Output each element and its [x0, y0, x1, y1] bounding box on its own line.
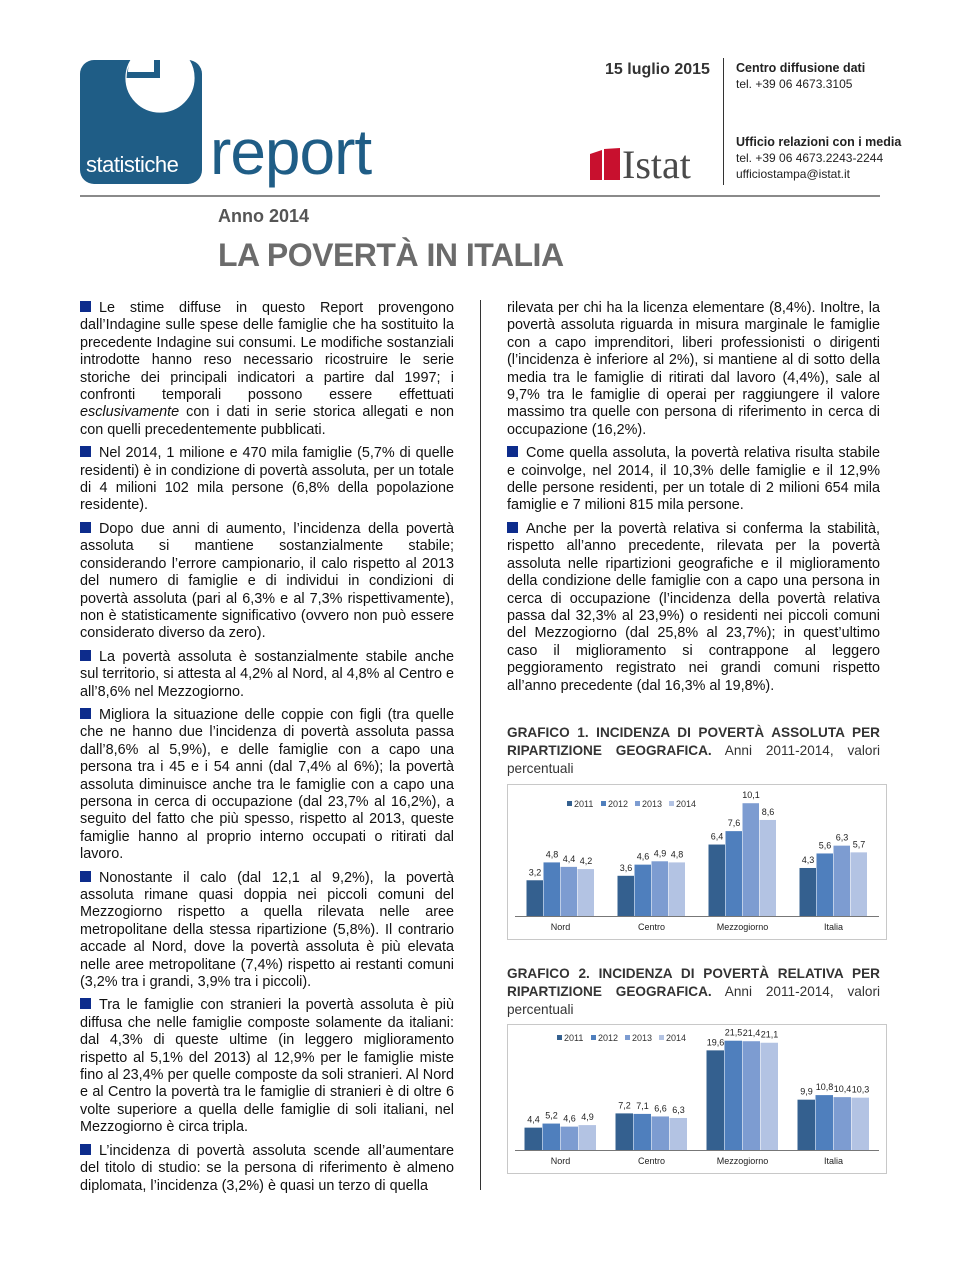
bar — [616, 1113, 634, 1150]
paragraph-text: rilevata per chi ha la licenza elementare (8,4%). Inoltre, la povertà assoluta riguarda in misura marginale le famiglie con a capo imprenditori, liberi professionisti o dirigenti (l’incidenza è inferiore al 2%), si mantiene al di sotto della media tra le famiglie di ritirati dal lavoro (4,4%), sale al 9,7% tra le famiglie di operai per raggiungere il valore massimo tra quelle con persona di riferimento in cerca di occupazione (16,2%). — [507, 300, 880, 438]
bullet-square-icon — [507, 446, 518, 457]
bar — [652, 1116, 670, 1150]
bar — [851, 852, 868, 916]
header-divider — [723, 58, 724, 185]
legend-label: 2014 — [676, 799, 697, 809]
data-label: 7,2 — [618, 1100, 631, 1111]
data-label: 7,1 — [636, 1100, 649, 1111]
data-label: 3,6 — [619, 862, 633, 873]
category-label: Nord — [550, 1156, 571, 1166]
contact-data-center — [736, 60, 865, 92]
bar — [725, 1041, 743, 1150]
column-divider — [480, 300, 481, 1190]
bar — [743, 803, 760, 916]
bar — [798, 1100, 816, 1150]
bullet-square-icon — [80, 1144, 91, 1155]
data-label: 8,6 — [761, 806, 775, 817]
bullet-square-icon — [80, 998, 91, 1009]
paragraph — [80, 997, 454, 1136]
pie-chart-icon — [80, 60, 202, 152]
paragraph — [80, 707, 454, 864]
category-label: Italia — [823, 1156, 844, 1166]
bar — [543, 1124, 561, 1150]
istat-logo-icon — [590, 148, 622, 182]
data-label: 10,1 — [742, 790, 760, 801]
chart1-bar-chart — [507, 784, 887, 940]
legend-swatch — [669, 801, 674, 806]
paragraph — [80, 870, 454, 992]
bar — [579, 1125, 597, 1150]
paragraph — [507, 445, 880, 515]
bar — [561, 1127, 579, 1150]
bar — [800, 868, 817, 916]
bullet-square-icon — [507, 522, 518, 533]
paragraph — [507, 521, 880, 695]
paragraph-text: Migliora la situazione delle coppie con figli (tra quelle che ne hanno due l’incidenza di povertà assoluta passa dall’8,6% al 5,9%), e delle famiglie con a capo una persona tra i 45 e i 54 anni (dal 7,4% al 6%); la povertà assoluta diminuisce anche tra le famiglie con a capo una persona in cerca di occupazione (dal 23,7% al 16,2%), a seguito del fatto che più spesso, rispetto al 2013, queste famiglie hanno al proprio interno occupati o ritirati dal lavoro. — [80, 706, 454, 863]
report-wordmark: report — [210, 116, 372, 188]
bar — [544, 862, 561, 916]
bar — [761, 1043, 779, 1150]
bar — [669, 862, 686, 916]
data-label: 7,6 — [727, 818, 741, 829]
paragraph-text: L’incidenza di povertà assoluta scende all’aumentare del titolo di studio: se la persona di riferimento è almeno diplomata, l’incidenza (3,2%) è quasi un terzo di quella — [80, 1142, 454, 1194]
bar — [652, 861, 669, 916]
header-rule — [80, 195, 880, 197]
data-label: 4,8 — [545, 849, 559, 860]
data-label: 19,6 — [706, 1037, 725, 1048]
bullet-square-icon — [80, 650, 91, 661]
bar — [760, 820, 777, 916]
data-label: 6,3 — [672, 1104, 685, 1115]
data-label: 21,5 — [724, 1027, 743, 1038]
data-label: 4,2 — [579, 856, 593, 867]
paragraph-text: La povertà assoluta è sostanzialmente stabile anche sul territorio, si attesta al 4,2% al Nord, al 4,8% al Centro e all’8,6% nel Mezzogiorno. — [80, 648, 454, 700]
data-label: 4,9 — [581, 1112, 594, 1123]
bar — [816, 1095, 834, 1150]
data-label: 10,8 — [815, 1082, 834, 1093]
legend-label: 2012 — [608, 799, 629, 809]
data-label: 4,8 — [670, 849, 684, 860]
emphasis-text: esclusivamente — [80, 404, 180, 421]
contact-phone: tel. +39 06 4673.2243-2244 — [736, 151, 884, 165]
logo-word: statistiche — [86, 152, 179, 177]
data-label: 5,6 — [818, 840, 832, 851]
bar — [852, 1098, 870, 1150]
category-label: Mezzogiorno — [716, 922, 769, 932]
page-title: LA POVERTÀ IN ITALIA — [218, 237, 564, 273]
paragraph-text: Le stime diffuse in questo Report provengono dall’Indagine sulle spese delle famiglie che ha sostituito la precedente Indagine sui consumi. Le modifiche sostanziali introdotte hanno reso necessario ricostruire le serie storiche dei principali indicatori a partire dal 1997; i confronti temporali possono essere effettuati — [80, 300, 454, 404]
paragraph-text: Tra le famiglie con stranieri la povertà assoluta è più diffusa che nelle famiglie composte solamente da italiani: dal 4,3% di queste ultime (in leggero miglioramento rispetto al 5,1% del 2013) al 12,9% per le famiglie miste fino al 23,4% per quelle composte da soli stranieri. Al Nord e al Centro la povertà tra le famiglie di stranieri è di oltre 6 volte superiore a quella delle famiglie di soli italiani, nel Mezzogiorno è circa tripla. — [80, 997, 454, 1136]
paragraph — [80, 1143, 454, 1195]
chart-title-rest: Anni 2011-2014, valori percentuali — [507, 984, 880, 1017]
data-label: 9,9 — [800, 1086, 813, 1097]
paragraph-text: Anche per la povertà relativa si conferma la stabilità, rispetto all’anno precedente, rilevata per la povertà assoluta nelle ripartizioni geografiche e il miglioramento della condizione delle famiglie con a capo una persona in cerca di occupazione (l’incidenza della povertà relativa passa dal 32,3% al 23,9%) o residenti nei piccoli comuni del Mezzogiorno (dal 25,8% al 23,7%); in quest’ultimo caso il miglioramento si contrappone al leggero peggioramento registrato nei grandi comuni rispetto all’anno precedente (dal 16,3% al 19,8%). — [507, 520, 880, 694]
statistiche-logo — [80, 60, 202, 184]
data-label: 4,9 — [653, 848, 667, 859]
legend-label: 2011 — [574, 799, 594, 809]
contact-title: Centro diffusione dati — [736, 61, 866, 75]
paragraph-text: con i dati in serie storica allegati e non con quelli precedentemente pubblicati. — [80, 404, 454, 438]
paragraph-text: Dopo due anni di aumento, l’incidenza della povertà assoluta si mantiene sostanzialmente stabile; considerando l’errore campionario, il calo rispetto al 2013 del numero di famiglie e di individui in condizioni di povertà assoluta (pari al 6,3% e al 7,3% rispettivamente), non è statisticamente significativo (ovvero non può essere considerato diverso da zero). — [80, 520, 454, 642]
data-label: 10,4 — [833, 1084, 852, 1095]
paragraph-text: Come quella assoluta, la povertà relativa risulta stabile e coinvolge, nel 2014, il 10,3% delle famiglie e il 12,9% delle persone residenti, per un totale di 2 milioni 654 mila famiglie e 7 milioni 815 mila persone. — [507, 445, 880, 514]
data-label: 10,3 — [851, 1084, 870, 1095]
bar — [670, 1118, 688, 1150]
contact-media-office — [736, 134, 901, 182]
data-label: 6,3 — [835, 832, 849, 843]
paragraph — [80, 445, 454, 515]
paragraph-text: Nonostante il calo (dal 12,1 al 9,2%), la povertà assoluta rimane quasi doppia nei piccoli comuni del Mezzogiorno rispetto a quella rilevata nelle aree metropolitane della stessa ripartizione (5,8%). Il contrario accade al Nord, dove la povertà assoluta è più elevata nelle aree metropolitane (7,4%) rispetto ai restanti comuni (3,2% tra i grandi, 3,9% tra i piccoli). — [80, 869, 454, 991]
paragraph — [507, 300, 880, 439]
bar — [618, 876, 635, 916]
data-label: 6,6 — [654, 1103, 667, 1114]
chart1-title — [507, 724, 880, 778]
bullet-square-icon — [80, 708, 91, 719]
chart2-bar-chart — [507, 1024, 887, 1174]
data-label: 3,2 — [528, 867, 542, 878]
legend-swatch — [659, 1035, 664, 1040]
chart-title-bold: GRAFICO 1. INCIDENZA DI POVERTÀ ASSOLUTA PER RIPARTIZIONE GEOGRAFICA. — [507, 725, 880, 758]
bar — [817, 853, 834, 916]
istat-brand: Istat — [622, 142, 691, 187]
contact-phone: tel. +39 06 4673.3105 — [736, 77, 853, 91]
paragraph — [80, 521, 454, 643]
chart2-title — [507, 965, 880, 1019]
legend-label: 2014 — [666, 1033, 687, 1043]
contact-email[interactable]: ufficiostampa@istat.it — [736, 167, 851, 181]
bar — [527, 880, 544, 916]
data-label: 5,2 — [545, 1110, 558, 1121]
data-label: 4,6 — [636, 851, 650, 862]
legend-label: 2012 — [598, 1033, 619, 1043]
chart-title-rest: Anni 2011-2014, valori percentuali — [507, 743, 880, 776]
bar — [726, 831, 743, 916]
bullet-square-icon — [80, 871, 91, 882]
bar — [743, 1041, 761, 1150]
bullet-square-icon — [80, 522, 91, 533]
left-column — [80, 300, 454, 1201]
bar — [525, 1128, 543, 1150]
legend-swatch — [557, 1035, 562, 1040]
chart-title-bold: GRAFICO 2. INCIDENZA DI POVERTÀ RELATIVA PER RIPARTIZIONE GEOGRAFICA. — [507, 966, 880, 999]
bar — [578, 869, 595, 916]
data-label: 4,4 — [562, 853, 576, 864]
category-label: Centro — [637, 1156, 666, 1166]
category-label: Mezzogiorno — [716, 1156, 769, 1166]
bullet-square-icon — [80, 446, 91, 457]
paragraph — [80, 300, 454, 439]
bar — [709, 845, 726, 916]
data-label: 21,4 — [742, 1028, 761, 1039]
bar — [635, 865, 652, 916]
legend-label: 2011 — [564, 1033, 584, 1043]
legend-swatch — [625, 1035, 630, 1040]
legend-label: 2013 — [642, 799, 663, 809]
legend-swatch — [591, 1035, 596, 1040]
legend-swatch — [601, 801, 606, 806]
legend-swatch — [635, 801, 640, 806]
data-label: 4,3 — [801, 854, 815, 865]
bar — [634, 1114, 652, 1150]
legend-label: 2013 — [632, 1033, 653, 1043]
bar — [834, 1097, 852, 1150]
data-label: 4,4 — [527, 1114, 540, 1125]
publication-date: 15 luglio 2015 — [605, 61, 710, 78]
right-column — [507, 300, 880, 701]
bar — [834, 846, 851, 916]
category-label: Italia — [823, 922, 844, 932]
category-label: Nord — [550, 922, 571, 932]
bar — [707, 1050, 725, 1150]
data-label: 5,7 — [852, 839, 866, 850]
data-label: 4,6 — [563, 1113, 576, 1124]
paragraph — [80, 649, 454, 701]
bullet-square-icon — [80, 301, 91, 312]
year-label: Anno 2014 — [218, 206, 310, 226]
data-label: 6,4 — [710, 831, 724, 842]
category-label: Centro — [637, 922, 666, 932]
bar — [561, 867, 578, 916]
contact-title: Ufficio relazioni con i media — [736, 135, 902, 149]
data-label: 21,1 — [760, 1029, 779, 1040]
paragraph-text: Nel 2014, 1 milione e 470 mila famiglie (5,7% di quelle residenti) è in condizione di povertà assoluta, per un totale di 4 milioni 102 mila persone (6,8% della popolazione residente). — [80, 445, 454, 514]
legend-swatch — [567, 801, 572, 806]
